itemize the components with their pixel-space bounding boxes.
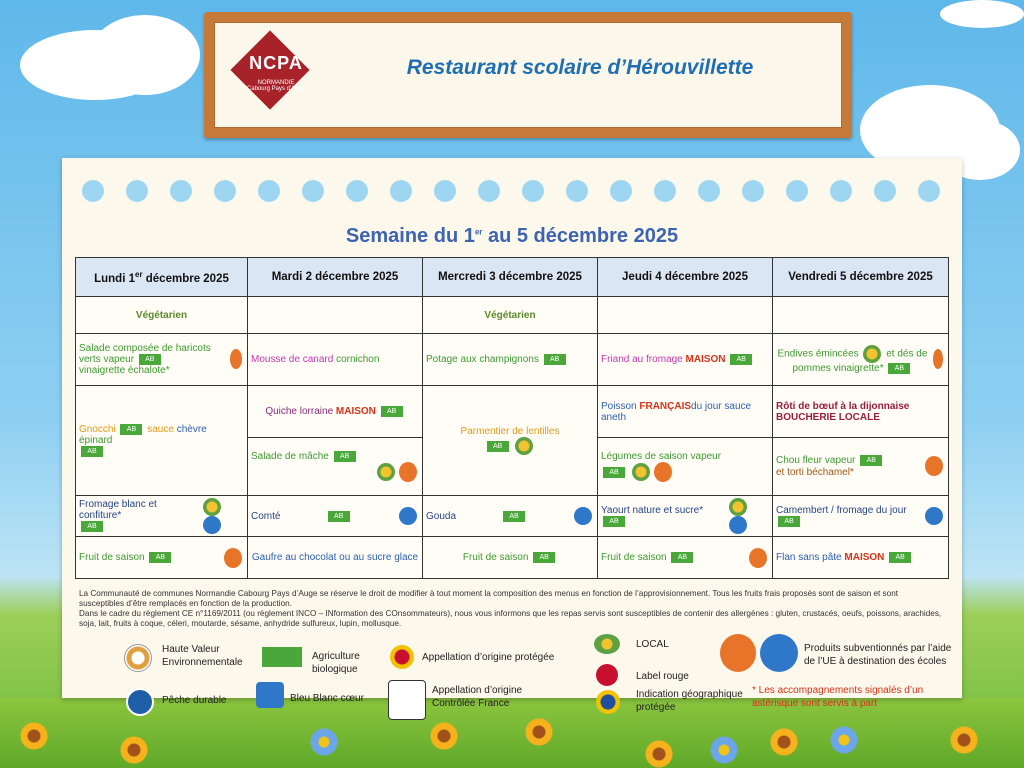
aop-icon [390, 645, 414, 669]
binding-hole [478, 180, 500, 202]
logo-text: NCPA [249, 53, 303, 73]
week-title: Semaine du 1er au 5 décembre 2025 [345, 225, 679, 247]
footer-line-2: Dans le cadre du règlement CE n°1169/2011 (ou règlement INCO – INformation des COnsommateurs), nous vous informons que les repas servis sont susceptibles de contenir des allergènes : gluten, crustacés, oeufs, poissons, arachides, soja, lait, fruits à coque, céleri, moutarde, sésame, anhydride sulfureux, lupin, mollusque. [79, 609, 942, 628]
binding-hole [874, 180, 896, 202]
ab-icon: AB [149, 552, 171, 563]
ab-icon: AB [544, 354, 566, 365]
flower-icon [525, 718, 553, 746]
day-header: Jeudi 4 décembre 2025 [598, 258, 773, 297]
ab-icon: AB [778, 516, 800, 527]
local-icon [515, 437, 533, 455]
table-cell: Légumes de saison vapeur AB [598, 438, 773, 496]
fruit-icon [224, 548, 242, 568]
local-icon [594, 634, 620, 654]
menu-table [75, 257, 949, 579]
day-header: Mardi 2 décembre 2025 [248, 258, 423, 297]
binding-hole [742, 180, 764, 202]
flower-icon [120, 736, 148, 764]
ab-icon: AB [120, 424, 142, 435]
table-cell: Poisson FRANÇAISdu jour sauce aneth [598, 386, 773, 438]
table-cell: Fruit de saison AB [598, 537, 773, 579]
table-row [76, 386, 949, 438]
binding-hole [610, 180, 632, 202]
flower-icon [310, 728, 338, 756]
binding-hole [786, 180, 808, 202]
flower-icon [710, 736, 738, 764]
fruit-icon [654, 462, 672, 482]
table-row [76, 297, 949, 334]
table-cell: Gouda AB [423, 496, 598, 537]
fruit-icon [230, 349, 242, 369]
ab-icon: AB [503, 511, 525, 522]
fruit-icon [925, 456, 943, 476]
day-header: Vendredi 5 décembre 2025 [773, 258, 949, 297]
lait-icon [203, 516, 221, 534]
page-title: Restaurant scolaire d’Hérouvillette [406, 56, 754, 79]
table-cell: Potage aux champignons AB [423, 334, 598, 386]
ab-icon: AB [487, 441, 509, 452]
table-cell: Fruit de saison AB [423, 537, 598, 579]
table-cell: Rôti de bœuf à la dijonnaise BOUCHERIE LOCALE [773, 386, 949, 438]
binding-hole [698, 180, 720, 202]
footer-line-1: La Communauté de communes Normandie Cabourg Pays d’Auge se réserve le droit de modifier à tout moment la composition des menus en fonction de l’approvisionnement. Tous les fruits frais proposés sont de saison et sont susceptibles d’être remplacés en fonction de la production. [79, 589, 899, 608]
binding-hole [170, 180, 192, 202]
local-icon [377, 463, 395, 481]
table-cell: Gaufre au chocolat ou au sucre glace [248, 537, 423, 579]
legend-ue: Produits subventionnés par l’aide de l’UE à destination des écoles [804, 643, 952, 667]
binding-hole [346, 180, 368, 202]
legend-peche: Pêche durable [162, 695, 227, 706]
binding-hole [214, 180, 236, 202]
ab-icon: AB [81, 521, 103, 532]
table-cell: Fromage blanc et confiture* AB [76, 496, 248, 537]
lait-icon [399, 507, 417, 525]
table-row [76, 496, 949, 537]
binding-hole [566, 180, 588, 202]
legend-label-rouge: Label rouge [636, 671, 689, 682]
ab-icon: AB [139, 354, 161, 365]
ab-icon: AB [81, 446, 103, 457]
local-icon [729, 498, 747, 516]
ab-icon: AB [860, 455, 882, 466]
ab-icon: AB [888, 363, 910, 374]
binding-hole [302, 180, 324, 202]
footer-notes [79, 589, 945, 629]
igp-icon [596, 690, 620, 714]
flower-icon [430, 722, 458, 750]
cloud-top-right [940, 0, 1024, 28]
flower-icon [20, 722, 48, 750]
binding-hole [126, 180, 148, 202]
local-icon [632, 463, 650, 481]
flower-icon [645, 740, 673, 768]
binding-hole [522, 180, 544, 202]
hve-icon [124, 644, 152, 672]
table-cell: Salade composée de haricots verts vapeur AB vinaigrette échalote* [76, 334, 248, 386]
table-cell: Comté AB [248, 496, 423, 537]
table-cell [248, 297, 423, 334]
legend-local: LOCAL [636, 639, 669, 650]
vegetarian-label: Végétarien [423, 297, 598, 334]
flower-icon [950, 726, 978, 754]
ab-icon: AB [889, 552, 911, 563]
peche-durable-icon [126, 688, 154, 716]
binding-hole [258, 180, 280, 202]
table-cell: Salade de mâche AB [248, 438, 423, 496]
cloud-left-2 [90, 15, 200, 95]
binding-hole [654, 180, 676, 202]
aoc-icon [388, 680, 426, 720]
legend-igp: Indication géographique protégée [636, 689, 743, 713]
table-cell: Camembert / fromage du jour AB [773, 496, 949, 537]
table-cell: Chou fleur vapeur AB et torti béchamel* [773, 438, 949, 496]
ab-icon: AB [603, 516, 625, 527]
vegetarian-label: Végétarien [76, 297, 248, 334]
lait-icon [925, 507, 943, 525]
table-cell [598, 297, 773, 334]
table-cell: Mousse de canard cornichon [248, 334, 423, 386]
table-cell: Quiche lorraine MAISON AB [248, 386, 423, 438]
ab-icon: AB [334, 451, 356, 462]
table-cell: Flan sans pâte MAISON AB [773, 537, 949, 579]
table-row [76, 334, 949, 386]
lait-icon [574, 507, 592, 525]
table-cell: Parmentier de lentilles AB [423, 386, 598, 496]
table-cell [773, 297, 949, 334]
day-header: Lundi 1er décembre 2025 [76, 258, 248, 297]
asterisk-note: * Les accompagnements signalés d’un astérisque sont servis à part [752, 685, 924, 709]
fruit-icon [933, 349, 943, 369]
binding-hole [830, 180, 852, 202]
local-icon [203, 498, 221, 516]
legend-bbc: Bleu Blanc cœur [290, 693, 364, 704]
fruit-ecole-icon [720, 634, 756, 672]
legend-aoc: Appellation d’origine Contrôlée France [432, 685, 523, 709]
table-row [76, 537, 949, 579]
fruit-icon [749, 548, 767, 568]
local-icon [863, 345, 881, 363]
binding-hole [82, 180, 104, 202]
bbc-icon [256, 682, 284, 708]
ab-icon: AB [533, 552, 555, 563]
table-cell: Friand au fromage MAISON AB [598, 334, 773, 386]
legend-hve: Haute Valeur Environnementale [162, 644, 243, 668]
binding-holes [62, 168, 962, 208]
logo-subtitle: NORMANDIE Cabourg Pays d'Auge [246, 80, 306, 92]
table-cell: Yaourt nature et sucre* AB [598, 496, 773, 537]
day-header: Mercredi 3 décembre 2025 [423, 258, 598, 297]
legend-ab: Agriculture biologique [312, 651, 360, 675]
lait-icon [729, 516, 747, 534]
table-cell: Fruit de saison AB [76, 537, 248, 579]
table-header-row [76, 258, 949, 297]
table-cell: Gnocchi AB sauce chèvre épinard AB [76, 386, 248, 496]
table-cell: Endives émincées et dés de pommes vinaigrette* AB [773, 334, 949, 386]
flower-icon [830, 726, 858, 754]
ab-icon: AB [671, 552, 693, 563]
fruit-icon [399, 462, 417, 482]
ab-icon: AB [328, 511, 350, 522]
binding-hole [918, 180, 940, 202]
ab-icon [262, 647, 302, 667]
ab-icon: AB [603, 467, 625, 478]
binding-hole [390, 180, 412, 202]
ab-icon: AB [381, 406, 403, 417]
label-rouge-icon [596, 664, 618, 686]
lait-ecole-icon [760, 634, 798, 672]
binding-hole [434, 180, 456, 202]
legend-aop: Appellation d’origine protégée [422, 652, 555, 663]
ab-icon: AB [730, 354, 752, 365]
flower-icon [770, 728, 798, 756]
